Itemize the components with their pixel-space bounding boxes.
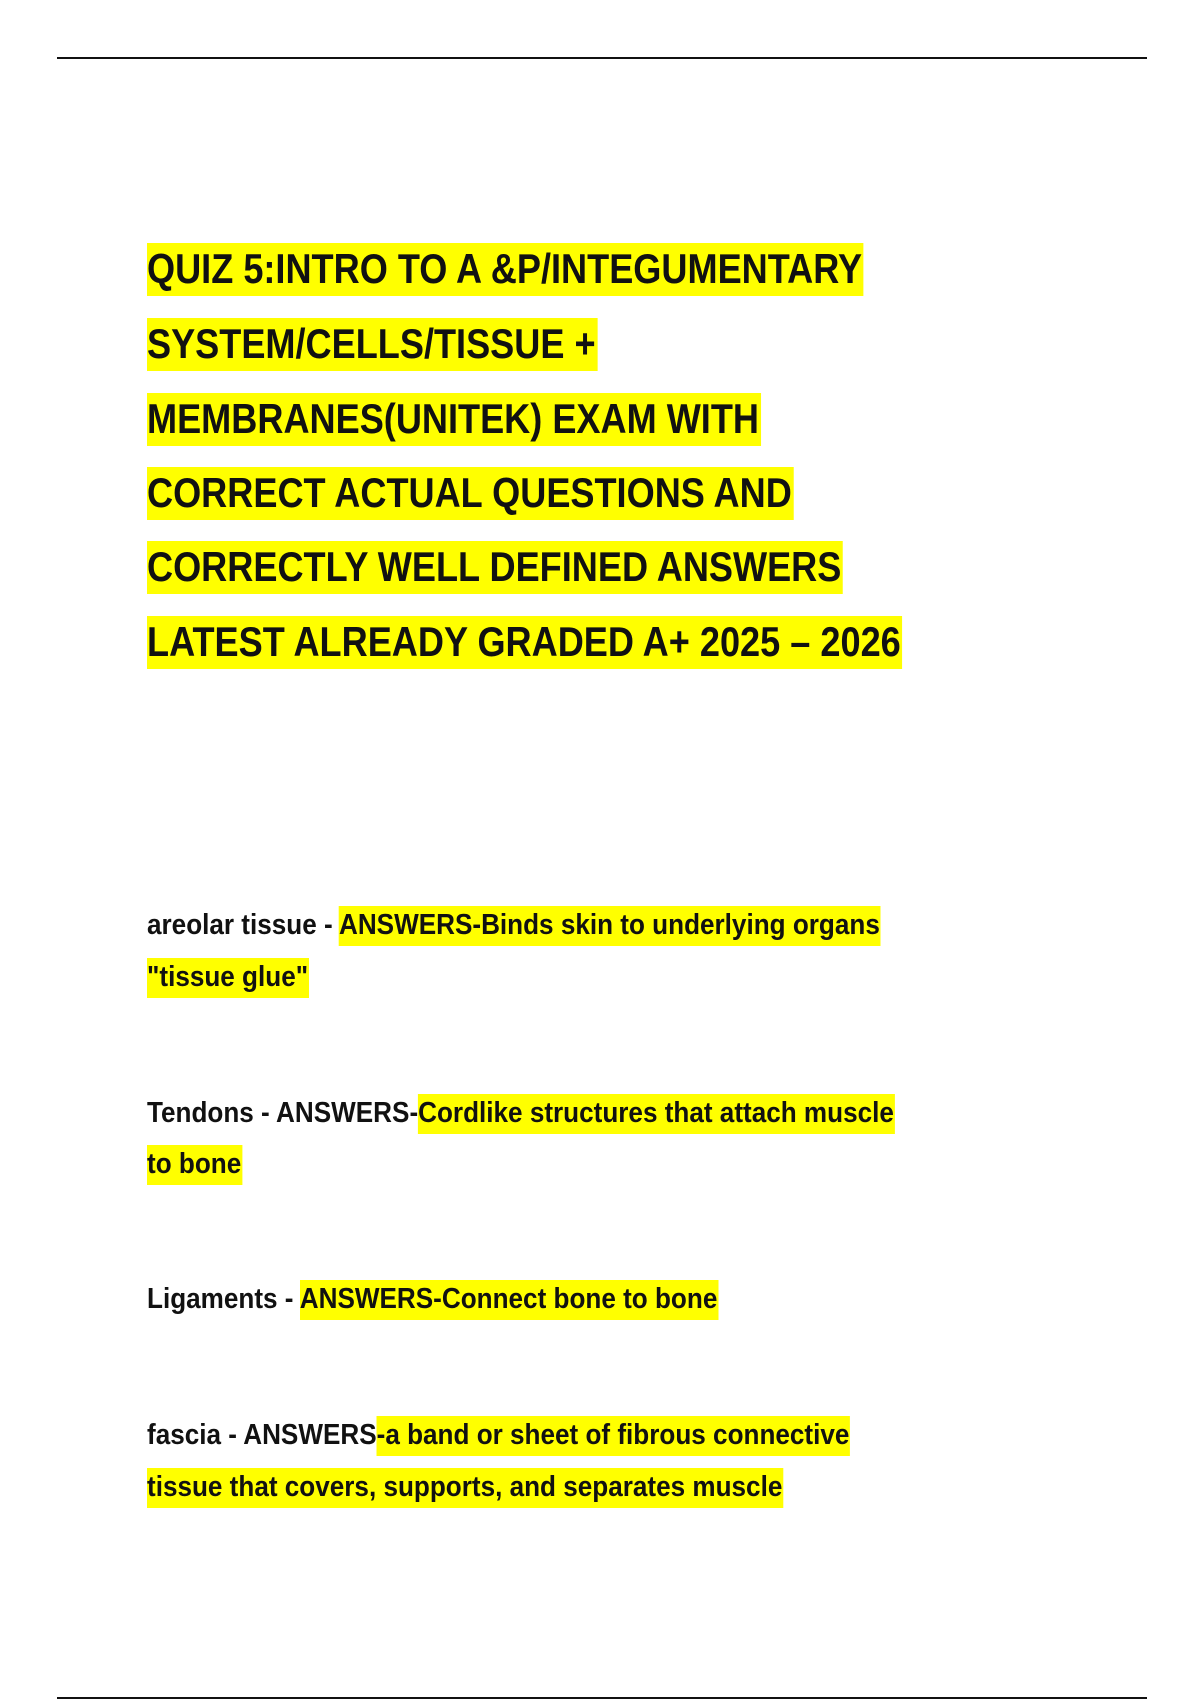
answer-cont: "tissue glue" [147,958,309,998]
title-line: MEMBRANES(UNITEK) EXAM WITH [147,389,761,449]
term: Ligaments - [147,1283,300,1315]
footer-rule [57,1697,1147,1699]
term: fascia - ANSWERS [147,1419,377,1451]
title-line: LATEST ALREADY GRADED A+ 2025 – 2026 [147,612,902,672]
title-line: CORRECTLY WELL DEFINED ANSWERS [147,537,843,597]
title-line: SYSTEM/CELLS/TISSUE + [147,314,597,374]
answer: ANSWERS-Connect bone to bone [300,1280,718,1320]
title-line: QUIZ 5:INTRO TO A &P/INTEGUMENTARY [147,239,864,299]
term: areolar tissue - [147,909,339,941]
title-line: CORRECT ACTUAL QUESTIONS AND [147,463,794,523]
answer: ANSWERS-Binds skin to underlying organs [339,906,881,946]
answer: Cordlike structures that attach muscle [418,1094,895,1134]
header-rule [57,57,1147,59]
term: Tendons - ANSWERS- [147,1097,419,1129]
answer-cont: tissue that covers, supports, and separates muscle [147,1468,783,1508]
answer-cont: to bone [147,1145,242,1185]
answer: -a band or sheet of fibrous connective [377,1416,851,1456]
